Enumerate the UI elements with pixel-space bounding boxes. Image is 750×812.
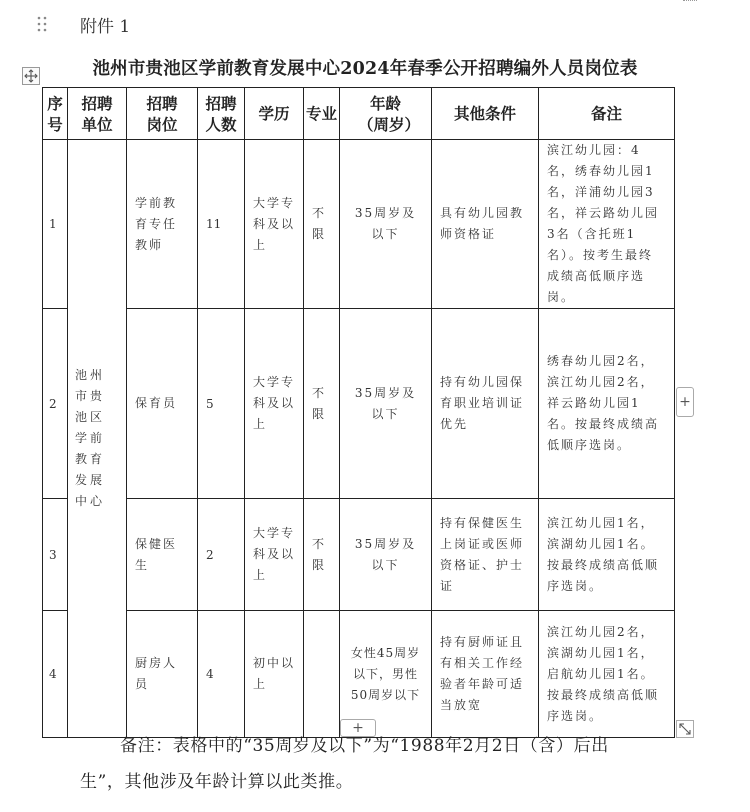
drag-handle-icon[interactable] xyxy=(36,14,48,34)
table-header-row xyxy=(43,88,675,140)
row-position: 学前教育专任教师 xyxy=(127,140,198,309)
row-education: 大学专科及以上 xyxy=(245,499,304,611)
header-index: 序号 xyxy=(43,88,68,140)
row-major: 不限 xyxy=(304,499,340,611)
row-conditions: 具有幼儿园教师资格证 xyxy=(432,140,539,309)
row-position: 保健医生 xyxy=(127,499,198,611)
recruitment-table xyxy=(42,87,675,738)
table-row xyxy=(43,499,675,611)
row-position: 保育员 xyxy=(127,309,198,499)
row-conditions: 持有厨师证且有相关工作经验者年龄可适当放宽 xyxy=(432,611,539,738)
header-education: 学历 xyxy=(245,88,304,140)
row-education: 大学专科及以上 xyxy=(245,309,304,499)
row-index: 3 xyxy=(43,499,68,611)
row-remarks: 绣春幼儿园2名，滨江幼儿园2名，祥云路幼儿园1名。按最终成绩高低顺序选岗。 xyxy=(539,309,675,499)
row-age: 35周岁及以下 xyxy=(340,140,432,309)
row-index: 4 xyxy=(43,611,68,738)
row-count: 11 xyxy=(198,140,245,309)
row-index: 1 xyxy=(43,140,68,309)
header-unit: 招聘单位 xyxy=(68,88,127,140)
add-column-button[interactable]: + xyxy=(676,387,694,417)
row-remarks: 滨江幼儿园：4名，绣春幼儿园1名，洋浦幼儿园3名，祥云路幼儿园3名（含托班1名）。按考生最终成绩高低顺序选岗。 xyxy=(539,140,675,309)
row-index: 2 xyxy=(43,309,68,499)
row-major xyxy=(304,611,340,738)
recruiting-unit: 池州市贵池区学前教育发展中心 xyxy=(68,140,127,738)
header-age: 年龄（周岁） xyxy=(340,88,432,140)
header-position: 招聘岗位 xyxy=(127,88,198,140)
row-count: 4 xyxy=(198,611,245,738)
document-title: 池州市贵池区学前教育发展中心2024年春季公开招聘编外人员岗位表 xyxy=(92,59,638,79)
row-age: 35周岁及以下 xyxy=(340,309,432,499)
page-corner-mark xyxy=(683,0,697,2)
row-conditions: 持有幼儿园保育职业培训证优先 xyxy=(432,309,539,499)
row-position: 厨房人员 xyxy=(127,611,198,738)
row-remarks: 滨江幼儿园2名，滨湖幼儿园1名，启航幼儿园1名。按最终成绩高低顺序选岗。 xyxy=(539,611,675,738)
row-conditions: 持有保健医生上岗证或医师资格证、护士证 xyxy=(432,499,539,611)
row-major: 不限 xyxy=(304,309,340,499)
row-count: 5 xyxy=(198,309,245,499)
row-major: 不限 xyxy=(304,140,340,309)
table-resize-icon[interactable] xyxy=(676,720,694,738)
row-count: 2 xyxy=(198,499,245,611)
header-count: 招聘人数 xyxy=(198,88,245,140)
row-age: 35周岁及以下 xyxy=(340,499,432,611)
row-remarks: 滨江幼儿园1名，滨湖幼儿园1名。按最终成绩高低顺序选岗。 xyxy=(539,499,675,611)
note-line-2: 生”，其他涉及年龄计算以此类推。 xyxy=(80,772,354,792)
table-row xyxy=(43,140,675,309)
header-major: 专业 xyxy=(304,88,340,140)
table-row xyxy=(43,309,675,499)
table-move-icon[interactable] xyxy=(22,67,40,85)
row-education: 大学专科及以上 xyxy=(245,140,304,309)
add-row-button[interactable]: + xyxy=(340,719,376,737)
attachment-label: 附件 1 xyxy=(80,17,131,37)
header-remarks: 备注 xyxy=(539,88,675,140)
row-age: 女性45周岁以下，男性50周岁以下 xyxy=(340,611,432,738)
header-conditions: 其他条件 xyxy=(432,88,539,140)
note-line-1: 备注：表格中的“35周岁及以下”为“1988年2月2日（含）后出 xyxy=(120,736,609,756)
row-education: 初中以上 xyxy=(245,611,304,738)
